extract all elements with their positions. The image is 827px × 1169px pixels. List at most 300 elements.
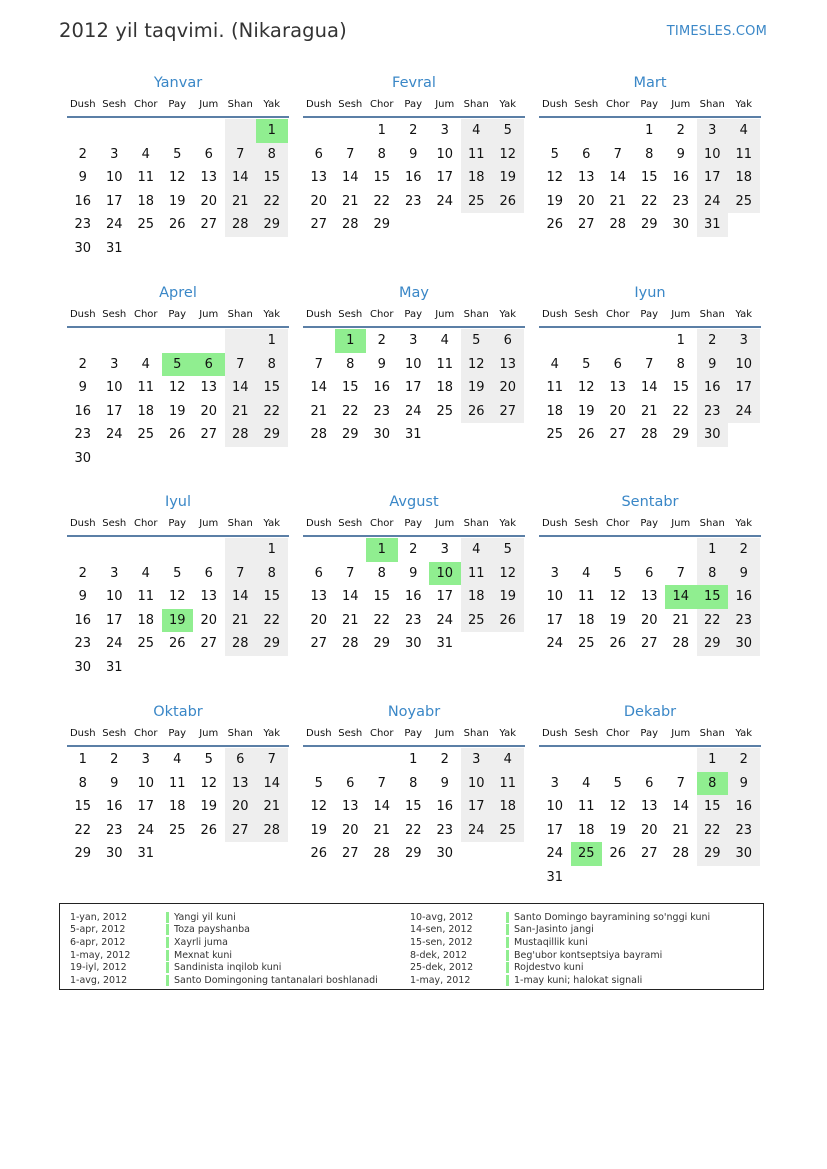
day-cell: 6 <box>645 775 654 791</box>
day-cell: 27 <box>577 217 595 232</box>
weekday-label: Shan <box>699 728 725 739</box>
day-cell: 7 <box>346 565 355 581</box>
day-cell: 17 <box>105 612 123 628</box>
empty-cell <box>571 538 603 562</box>
day-cell: 29 <box>672 427 690 442</box>
weekday-header <box>539 96 761 116</box>
weekday-header <box>539 306 761 326</box>
weekday-label: Jum <box>199 518 219 529</box>
day-cell: 23 <box>74 217 92 232</box>
day-cell: 17 <box>105 403 123 419</box>
legend-date: 10-avg, 2012 <box>410 911 474 923</box>
day-cell: 10 <box>546 589 564 604</box>
header-divider <box>303 745 525 747</box>
holiday-day-cell: 19 <box>162 609 194 633</box>
month-title: Iyun <box>634 285 666 301</box>
day-cell: 22 <box>697 819 729 843</box>
empty-cell <box>303 119 335 143</box>
weekday-label: Yak <box>499 728 517 739</box>
day-cell: 2 <box>676 123 685 138</box>
day-cell: 23 <box>404 193 422 209</box>
empty-cell <box>539 119 571 143</box>
day-cell: 14 <box>672 799 690 814</box>
weekday-header <box>303 96 525 116</box>
empty-cell <box>162 119 194 143</box>
holiday-marker <box>166 950 169 961</box>
day-cell: 30 <box>728 632 760 656</box>
legend-date: 1-may, 2012 <box>410 974 471 986</box>
day-cell: 8 <box>409 775 418 791</box>
day-cell: 6 <box>225 748 257 772</box>
weekday-label: Shan <box>227 728 253 739</box>
day-cell: 18 <box>168 799 186 814</box>
weekday-label: Dush <box>305 99 332 110</box>
day-cell: 6 <box>314 146 323 162</box>
day-cell: 15 <box>256 376 288 400</box>
day-cell: 21 <box>225 609 257 633</box>
day-cell: 24 <box>546 636 564 651</box>
day-cell: 23 <box>672 193 690 209</box>
day-cell: 25 <box>461 190 493 214</box>
header-divider <box>539 745 761 747</box>
day-cell: 20 <box>577 193 595 209</box>
day-cell: 25 <box>137 427 155 442</box>
month-title: Fevral <box>392 75 436 91</box>
day-cell: 18 <box>461 585 493 609</box>
day-cell: 6 <box>645 565 654 581</box>
day-cell: 24 <box>404 403 422 419</box>
weekday-label: Jum <box>671 99 691 110</box>
weekday-label: Pay <box>168 518 187 529</box>
day-cell: 30 <box>74 659 92 675</box>
day-cell: 29 <box>256 423 288 447</box>
empty-cell <box>602 538 634 562</box>
month-block <box>67 72 289 260</box>
day-cell: 18 <box>728 166 760 190</box>
empty-cell <box>193 538 225 562</box>
day-cell: 14 <box>256 772 288 796</box>
day-cell: 19 <box>546 193 564 209</box>
day-cell: 8 <box>256 143 288 167</box>
empty-cell <box>602 329 634 353</box>
day-cell: 30 <box>436 846 454 861</box>
weekday-label: Sesh <box>102 99 127 110</box>
day-cell: 9 <box>676 146 685 162</box>
day-cell: 23 <box>728 819 760 843</box>
header-divider <box>303 116 525 118</box>
day-cell: 27 <box>609 427 627 442</box>
weekday-label: Dush <box>69 518 96 529</box>
weekday-label: Chor <box>605 99 630 110</box>
weekday-label: Yak <box>735 99 753 110</box>
empty-cell <box>335 119 367 143</box>
day-cell: 18 <box>492 795 524 819</box>
day-cell: 19 <box>168 193 186 209</box>
day-cell: 28 <box>225 632 257 656</box>
weekday-label: Yak <box>263 728 281 739</box>
weekday-header <box>539 725 761 745</box>
day-cell: 15 <box>640 170 658 185</box>
day-cell: 24 <box>105 217 123 232</box>
holiday-marker <box>166 912 169 923</box>
day-cell: 26 <box>609 636 627 651</box>
day-cell: 2 <box>440 752 449 767</box>
empty-cell <box>303 748 335 772</box>
day-cell: 16 <box>697 376 729 400</box>
weekday-label: Jum <box>671 518 691 529</box>
day-cell: 25 <box>461 609 493 633</box>
empty-cell <box>571 748 603 772</box>
day-cell: 20 <box>341 822 359 838</box>
day-cell: 29 <box>697 632 729 656</box>
day-cell: 14 <box>640 380 658 395</box>
day-cell: 4 <box>582 565 591 581</box>
day-cell: 15 <box>404 799 422 814</box>
day-cell: 30 <box>404 636 422 651</box>
day-cell: 20 <box>200 612 218 628</box>
day-cell: 3 <box>409 333 418 348</box>
day-cell: 26 <box>461 400 493 424</box>
weekday-label: Dush <box>305 518 332 529</box>
day-cell: 8 <box>256 353 288 377</box>
day-cell: 31 <box>137 846 155 861</box>
day-cell: 20 <box>640 612 658 628</box>
day-grid <box>539 538 761 656</box>
holiday-day-cell: 1 <box>335 329 367 353</box>
day-cell: 23 <box>404 612 422 628</box>
legend-holiday-name: 1-may kuni; halokat signali <box>514 974 643 986</box>
day-cell: 19 <box>200 799 218 814</box>
day-cell: 19 <box>577 403 595 419</box>
day-cell: 22 <box>640 193 658 209</box>
day-cell: 25 <box>137 636 155 651</box>
day-cell: 8 <box>645 146 654 162</box>
holiday-day-cell: 1 <box>256 119 288 143</box>
day-cell: 28 <box>225 423 257 447</box>
legend-row <box>70 974 378 987</box>
day-cell: 2 <box>409 542 418 557</box>
day-cell: 13 <box>609 380 627 395</box>
day-cell: 12 <box>168 170 186 185</box>
holiday-day-cell: 6 <box>193 353 225 377</box>
day-cell: 4 <box>141 565 150 581</box>
day-cell: 9 <box>728 562 760 586</box>
day-cell: 21 <box>225 190 257 214</box>
weekday-label: Chor <box>605 728 630 739</box>
day-cell: 24 <box>728 400 760 424</box>
weekday-label: Jum <box>435 309 455 320</box>
day-cell: 23 <box>728 609 760 633</box>
day-cell: 19 <box>492 166 524 190</box>
day-cell: 3 <box>110 565 119 581</box>
day-cell: 22 <box>373 193 391 209</box>
day-cell: 4 <box>492 748 524 772</box>
day-cell: 12 <box>609 589 627 604</box>
day-cell: 10 <box>137 775 155 791</box>
day-cell: 1 <box>676 333 685 348</box>
empty-cell <box>335 538 367 562</box>
day-cell: 12 <box>492 562 524 586</box>
weekday-label: Chor <box>369 309 394 320</box>
day-cell: 5 <box>613 775 622 791</box>
day-cell: 18 <box>137 193 155 209</box>
weekday-label: Sesh <box>102 728 127 739</box>
day-cell: 20 <box>225 795 257 819</box>
day-cell: 13 <box>200 170 218 185</box>
day-cell: 22 <box>256 609 288 633</box>
day-cell: 21 <box>341 612 359 628</box>
empty-cell <box>303 538 335 562</box>
day-cell: 25 <box>137 217 155 232</box>
day-cell: 21 <box>373 822 391 838</box>
day-cell: 24 <box>105 636 123 651</box>
day-cell: 7 <box>613 146 622 162</box>
weekday-label: Chor <box>369 518 394 529</box>
day-cell: 2 <box>697 329 729 353</box>
day-cell: 29 <box>373 636 391 651</box>
day-cell: 16 <box>728 585 760 609</box>
legend-holiday-name: Beg'ubor kontseptsiya bayrami <box>514 949 663 961</box>
day-cell: 13 <box>200 589 218 604</box>
header-divider <box>539 326 761 328</box>
day-cell: 2 <box>78 146 87 162</box>
site-link[interactable]: TIMESLES.COM <box>666 24 767 39</box>
day-cell: 12 <box>168 589 186 604</box>
legend-holiday-name: Sandinista inqilob kuni <box>174 962 282 974</box>
day-cell: 11 <box>436 356 454 372</box>
day-cell: 22 <box>404 822 422 838</box>
day-cell: 15 <box>256 585 288 609</box>
holiday-legend <box>59 903 764 990</box>
weekday-label: Sesh <box>338 309 363 320</box>
day-cell: 5 <box>173 565 182 581</box>
day-cell: 16 <box>74 612 92 628</box>
holiday-day-cell: 5 <box>162 353 194 377</box>
day-cell: 29 <box>640 217 658 232</box>
day-cell: 29 <box>341 427 359 442</box>
empty-cell <box>99 329 131 353</box>
weekday-label: Jum <box>199 99 219 110</box>
weekday-label: Shan <box>227 518 253 529</box>
day-cell: 21 <box>256 795 288 819</box>
day-cell: 23 <box>74 427 92 442</box>
weekday-label: Shan <box>227 99 253 110</box>
day-cell: 28 <box>310 427 328 442</box>
day-cell: 10 <box>436 146 454 162</box>
day-cell: 7 <box>225 143 257 167</box>
day-cell: 25 <box>168 822 186 838</box>
day-cell: 17 <box>404 380 422 395</box>
day-cell: 4 <box>728 119 760 143</box>
day-cell: 19 <box>310 822 328 838</box>
weekday-label: Chor <box>605 309 630 320</box>
day-cell: 12 <box>310 799 328 814</box>
weekday-label: Chor <box>369 99 394 110</box>
weekday-label: Chor <box>133 728 158 739</box>
legend-holiday-name: Santo Domingoning tantanalari boshlanadi <box>174 974 378 986</box>
day-cell: 7 <box>225 353 257 377</box>
day-cell: 16 <box>672 170 690 185</box>
day-cell: 17 <box>436 170 454 185</box>
weekday-label: Pay <box>640 728 659 739</box>
empty-cell <box>665 748 697 772</box>
day-cell: 22 <box>373 612 391 628</box>
weekday-label: Sesh <box>102 309 127 320</box>
day-cell: 6 <box>492 329 524 353</box>
day-cell: 11 <box>492 772 524 796</box>
day-cell: 24 <box>461 819 493 843</box>
day-cell: 25 <box>546 427 564 442</box>
empty-cell <box>99 538 131 562</box>
day-cell: 20 <box>310 193 328 209</box>
day-cell: 1 <box>377 123 386 138</box>
day-cell: 12 <box>492 143 524 167</box>
day-cell: 11 <box>728 143 760 167</box>
day-cell: 16 <box>373 380 391 395</box>
month-title: Avgust <box>389 494 439 510</box>
weekday-label: Shan <box>463 309 489 320</box>
day-cell: 28 <box>609 217 627 232</box>
weekday-label: Sesh <box>102 518 127 529</box>
day-cell: 4 <box>582 775 591 791</box>
day-cell: 7 <box>225 562 257 586</box>
day-cell: 5 <box>492 538 524 562</box>
holiday-marker <box>506 975 509 986</box>
day-cell: 25 <box>728 190 760 214</box>
empty-cell <box>634 329 666 353</box>
day-cell: 7 <box>314 356 323 372</box>
holiday-marker <box>506 937 509 948</box>
day-cell: 11 <box>546 380 564 395</box>
month-title: Mart <box>633 75 667 91</box>
weekday-label: Pay <box>640 99 659 110</box>
day-cell: 14 <box>225 585 257 609</box>
day-cell: 17 <box>546 822 564 838</box>
day-cell: 3 <box>728 329 760 353</box>
holiday-day-cell: 1 <box>366 538 398 562</box>
day-cell: 27 <box>200 217 218 232</box>
legend-date: 25-dek, 2012 <box>410 962 474 974</box>
weekday-label: Shan <box>463 728 489 739</box>
holiday-day-cell: 14 <box>665 585 697 609</box>
day-grid <box>539 748 761 889</box>
day-cell: 26 <box>492 190 524 214</box>
day-cell: 13 <box>640 799 658 814</box>
day-cell: 29 <box>74 846 92 861</box>
day-cell: 18 <box>577 822 595 838</box>
legend-date: 15-sen, 2012 <box>410 936 473 948</box>
day-grid <box>67 329 289 470</box>
weekday-label: Yak <box>735 728 753 739</box>
day-cell: 26 <box>546 217 564 232</box>
day-cell: 2 <box>110 752 119 767</box>
day-cell: 9 <box>78 170 87 185</box>
day-cell: 28 <box>225 213 257 237</box>
empty-cell <box>539 538 571 562</box>
day-cell: 26 <box>310 846 328 861</box>
day-cell: 17 <box>461 795 493 819</box>
legend-date: 19-iyl, 2012 <box>70 962 127 974</box>
day-cell: 15 <box>697 795 729 819</box>
empty-cell <box>539 748 571 772</box>
month-title: May <box>399 285 429 301</box>
day-cell: 18 <box>137 612 155 628</box>
day-cell: 26 <box>577 427 595 442</box>
weekday-label: Pay <box>404 99 423 110</box>
weekday-label: Jum <box>671 728 691 739</box>
day-cell: 13 <box>640 589 658 604</box>
weekday-label: Pay <box>640 518 659 529</box>
day-cell: 4 <box>550 356 559 372</box>
day-cell: 27 <box>640 846 658 861</box>
day-cell: 31 <box>404 427 422 442</box>
day-cell: 29 <box>697 842 729 866</box>
empty-cell <box>225 329 257 353</box>
day-cell: 24 <box>105 427 123 442</box>
day-cell: 28 <box>256 819 288 843</box>
legend-holiday-name: Santo Domingo bayramining so'nggi kuni <box>514 911 711 923</box>
day-cell: 23 <box>436 822 454 838</box>
day-grid <box>67 119 289 260</box>
page-title: 2012 yil taqvimi. (Nikaragua) <box>59 19 347 42</box>
day-cell: 24 <box>697 190 729 214</box>
weekday-header <box>539 515 761 535</box>
weekday-label: Sesh <box>574 518 599 529</box>
day-cell: 24 <box>546 846 564 861</box>
legend-holiday-name: Rojdestvo kuni <box>514 962 584 974</box>
weekday-label: Pay <box>640 309 659 320</box>
day-grid <box>303 119 525 237</box>
day-cell: 23 <box>74 636 92 651</box>
legend-holiday-name: Mustaqillik kuni <box>514 936 588 948</box>
day-grid <box>303 748 525 866</box>
day-cell: 10 <box>728 353 760 377</box>
day-cell: 11 <box>461 562 493 586</box>
day-cell: 3 <box>550 775 559 791</box>
day-cell: 9 <box>78 380 87 395</box>
day-cell: 9 <box>409 565 418 581</box>
day-cell: 26 <box>168 217 186 232</box>
weekday-label: Pay <box>404 309 423 320</box>
weekday-label: Shan <box>463 99 489 110</box>
day-cell: 8 <box>697 562 729 586</box>
empty-cell <box>67 119 99 143</box>
day-cell: 7 <box>645 356 654 372</box>
day-cell: 5 <box>550 146 559 162</box>
day-cell: 30 <box>74 240 92 256</box>
day-cell: 18 <box>137 403 155 419</box>
weekday-label: Yak <box>499 99 517 110</box>
day-cell: 2 <box>409 123 418 138</box>
holiday-day-cell: 25 <box>571 842 603 866</box>
day-cell: 14 <box>225 376 257 400</box>
weekday-label: Dush <box>305 309 332 320</box>
day-cell: 30 <box>672 217 690 232</box>
empty-cell <box>335 748 367 772</box>
day-cell: 11 <box>137 589 155 604</box>
day-cell: 18 <box>546 403 564 419</box>
day-cell: 1 <box>645 123 654 138</box>
day-cell: 21 <box>672 822 690 838</box>
day-cell: 2 <box>728 748 760 772</box>
day-cell: 9 <box>377 356 386 372</box>
day-cell: 11 <box>577 799 595 814</box>
day-cell: 1 <box>256 538 288 562</box>
day-cell: 3 <box>550 565 559 581</box>
month-block <box>539 491 761 656</box>
empty-cell <box>225 538 257 562</box>
day-cell: 27 <box>492 400 524 424</box>
